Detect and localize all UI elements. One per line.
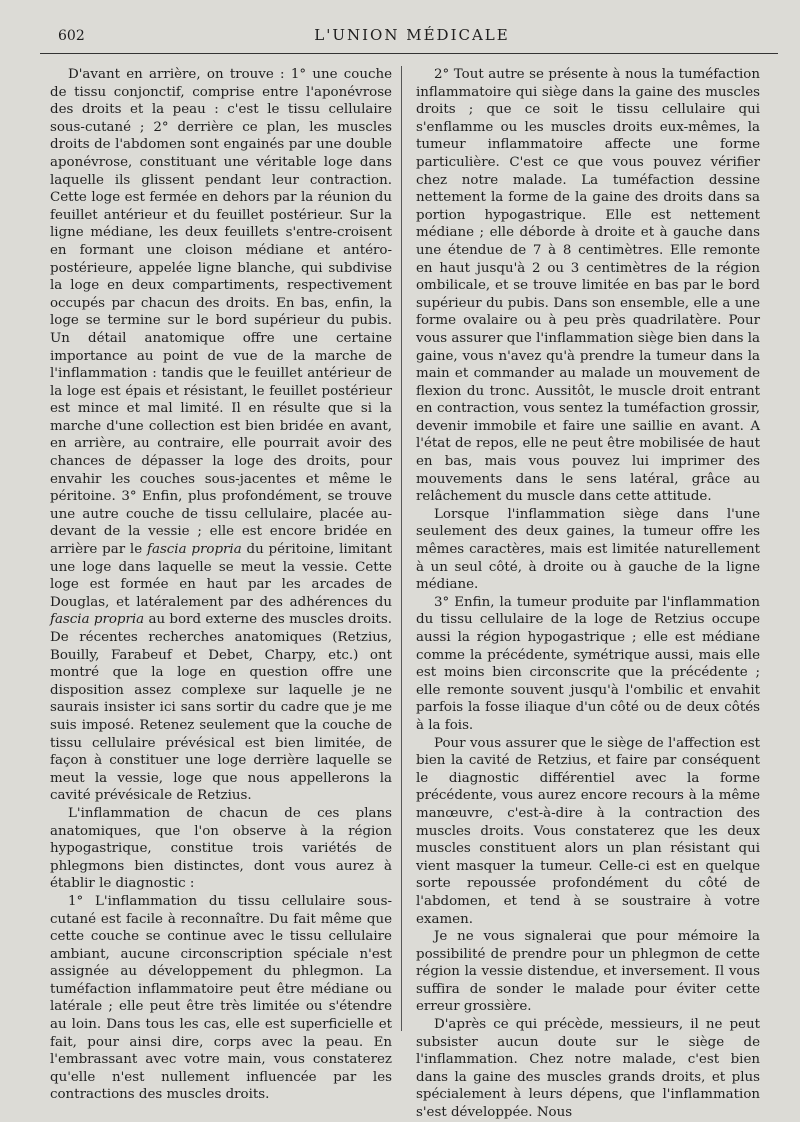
paragraph [50,66,392,805]
paragraph-text: D'avant en arrière, on trouve : 1° une couche de tissu conjonctif, comprise entre l'aponévrose des droits et la peau : c'est le tissu cellulaire sous-cutané ; 2° derrière ce plan, les muscles droits de l'abdomen sont engainés par une double aponévrose, constituant une véritable loge dans laquelle ils glissent pendant leur contraction. Cette loge est fermée en dehors par la réunion du feuillet antérieur et du feuillet postérieur. Sur la ligne médiane, les deux feuillets s'entre-croisent en formant une cloison médiane et antéro-postérieure, appelée ligne blanche, qui subdivise la loge en deux compartiments, respectivement occupés par chacun des droits. En bas, enfin, la loge se termine sur le bord supérieur du pubis. Un détail anatomique offre une certaine importance au point de vue de la marche de l'inflammation : tandis que le feuillet antérieur de la loge est épais et résistant, le feuillet postérieur est mince et mal limité. Il en résulte que si la marche d'une collection est bien bridée en avant, en arrière, au contraire, elle pourrait avoir des chances de dépasser la loge des droits, pour envahir les couches sous-jacentes et même le péritoine. 3° Enfin, plus profondément, se trouve une autre couche de tissu cellulaire, placée au-devant de la vessie ; elle est encore bridée en arrière par le [50,67,392,558]
running-title: L'UNION MÉDICALE [314,26,510,44]
paragraph: L'inflammation de chacun de ces plans anatomiques, que l'on observe à la région hypogastrique, constitue trois variétés de phlegmons bien distinctes, dont vous aurez à établir le diagnostic : [50,805,392,892]
paragraph-text: au bord externe des muscles droits. De récentes recherches anatomiques (Retzius, Bouilly, Farabeuf et Debet, Charpy, etc.) ont montré que la loge en question offre une disposition assez complexe sur laquelle je ne saurais insister ici sans sortir du cadre que je me suis imposé. Retenez seulement que la couche de tissu cellulaire prévésical est bien limitée, de façon à constituer une loge derrière laquelle se meut la vessie, loge que nous appellerons la cavité prévésicale de Retzius. [50,612,392,804]
column-divider [401,66,402,1031]
header-rule [40,53,778,54]
paragraph: 2° Tout autre se présente à nous la tuméfaction inflammatoire qui siège dans la gaine des muscles droits ; que ce soit le tissu cellulaire qui s'enflamme ou les muscles droits eux-mêmes, la tumeur inflammatoire affecte une forme particulière. C'est ce que vous pouvez vérifier chez notre malade. La tuméfaction dessine nettement la forme de la gaine des droits dans sa portion hypogastrique. Elle est nettement médiane ; elle déborde à droite et à gauche dans une étendue de 7 à 8 centimètres. Elle remonte en haut jusqu'à 2 ou 3 centimètres de la région ombilicale, et se trouve limitée en bas par le bord supérieur du pubis. Dans son ensemble, elle a une forme ovalaire ou à peu près quadrilatère. Pour vous assurer que l'inflammation siège bien dans la gaine, vous n'avez qu'à prendre la tumeur dans la main et commander au malade un mouvement de flexion du tronc. Aussitôt, le muscle droit entrant en contraction, vous sentez la tuméfaction grossir, devenir immobile et faire une saillie en avant. A l'état de repos, elle ne peut être mobilisée de haut en bas, mais vous pouvez lui imprimer des mouvements dans le sens latéral, grâce au relâchement du muscle dans cette attitude. [416,67,760,505]
right-column [416,66,760,1122]
paragraph: Pour vous assurer que le siège de l'affection est bien la cavité de Retzius, et faire par conséquent le diagnostic différentiel avec la forme précédente, vous aurez encore recours à la même manœuvre, c'est-à-dire à la contraction des muscles droits. Vous constaterez que les deux muscles constituent alors un plan résistant qui vient masquer la tumeur. Celle-ci est en quelque sorte repoussée profondément du côté de l'abdomen, et tend à se soustraire à votre examen. [416,735,760,927]
page-number: 602 [58,28,85,44]
italic-term: fascia propria [50,612,145,628]
paragraph: 3° Enfin, la tumeur produite par l'inflammation du tissu cellulaire de la loge de Retzius occupe aussi la région hypogastrique ; elle est médiane comme la précédente, symétrique aussi, mais elle est moins bien circonscrite que la précédente ; elle remonte souvent jusqu'à l'ombilic et envahit parfois la fosse iliaque d'un côté ou de deux côtés à la fois. [416,594,760,733]
paragraph: Lorsque l'inflammation siège dans l'une seulement des deux gaines, la tumeur offre les mêmes caractères, mais est limitée naturellement à un seul côté, à droite ou à gauche de la ligne médiane. [416,506,760,593]
paragraph: D'après ce qui précède, messieurs, il ne peut subsister aucun doute sur le siège de l'inflammation. Chez notre malade, c'est bien dans la gaine des muscles grands droits, et plus spécialement à leurs dépens, que l'inflammation s'est développée. Nous [416,1017,760,1121]
paragraph: Je ne vous signalerai que pour mémoire la possibilité de prendre pour un phlegmon de cette région la vessie distendue, et inversement. Il vous suffira de sonder le malade pour éviter cette erreur grossière. [416,929,760,1015]
italic-term: fascia propria [147,542,242,558]
paragraph-text: du péritoine, limitant une loge dans laquelle se meut la vessie. Cette loge est formée en haut par les arcades de Douglas, et latéralement par des adhérences du [50,542,393,610]
paragraph: 1° L'inflammation du tissu cellulaire sous-cutané est facile à reconnaître. Du fait même que cette couche se continue avec le tissu cellulaire ambiant, aucune circonscription spéciale n'est assignée au développement du phlegmon. La tuméfaction inflammatoire peut être médiane ou latérale ; elle peut être très limitée ou s'étendre au loin. Dans tous les cas, elle est superficielle et fait, pour ainsi dire, corps avec la peau. En l'embrassant avec votre main, vous constaterez qu'elle n'est nullement influencée par les contractions des muscles droits. [50,893,392,1103]
left-column [50,66,392,1104]
page-header [44,24,780,50]
